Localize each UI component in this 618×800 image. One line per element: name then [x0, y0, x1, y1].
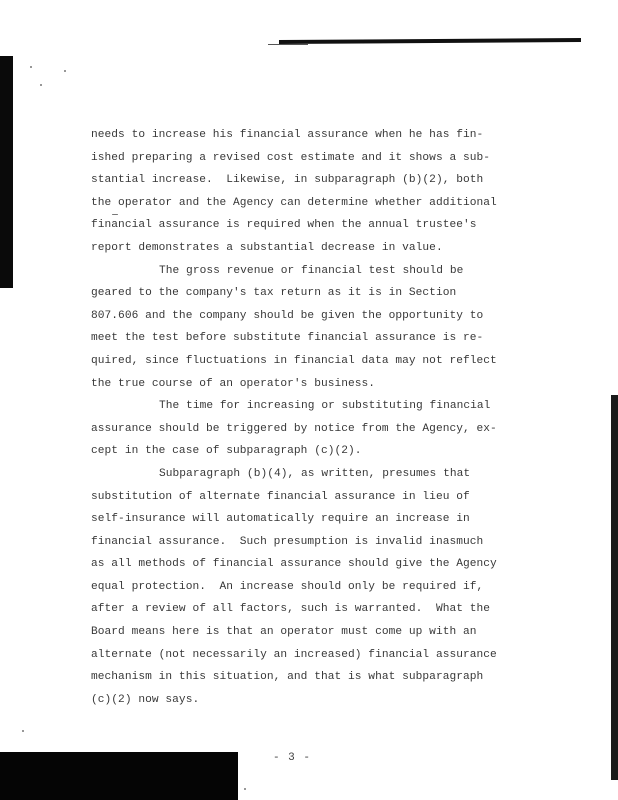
text-line: self-insurance will automatically require an increase in	[91, 513, 470, 526]
top-rule-dash	[268, 44, 308, 45]
scan-edge-shadow-left	[0, 56, 13, 288]
paragraph	[91, 463, 511, 712]
text-line: Subparagraph (b)(4), as written, presumes that	[159, 467, 471, 480]
text-line: assurance should be triggered by notice from the Agency, ex-	[91, 422, 497, 435]
text-line: the true course of an operator's business.	[91, 377, 376, 390]
text-line: stantial increase. Likewise, in subparagraph (b)(2), both	[91, 174, 484, 187]
text-line: cept in the case of subparagraph (c)(2).	[91, 445, 362, 458]
text-line: Board means here is that an operator must come up with an	[91, 626, 477, 639]
text-line: the operator and the Agency can determine whether additional	[91, 196, 497, 209]
text-line: ished preparing a revised cost estimate and it shows a sub-	[91, 151, 491, 164]
text-line: alternate (not necessarily an increased) financial assurance	[91, 648, 497, 661]
text-line: meet the test before substitute financial assurance is re-	[91, 332, 484, 345]
text-line: The gross revenue or financial test should be	[159, 264, 464, 277]
page-number: - 3 -	[272, 752, 311, 764]
scan-edge-shadow-right	[611, 395, 618, 780]
text-line: financial assurance is required when the annual trustee's	[91, 219, 477, 232]
text-line: report demonstrates a substantial decrease in value.	[91, 241, 443, 254]
text-line: as all methods of financial assurance should give the Agency	[91, 558, 497, 571]
paragraph	[91, 124, 511, 260]
paragraph	[91, 395, 511, 463]
scan-speck	[40, 84, 42, 86]
text-line: financial assurance. Such presumption is invalid inasmuch	[91, 535, 484, 548]
text-line: 807.606 and the company should be given the opportunity to	[91, 309, 484, 322]
text-line: (c)(2) now says.	[91, 693, 200, 706]
text-line: The time for increasing or substituting financial	[159, 400, 491, 413]
paragraph	[91, 260, 511, 396]
text-line: after a review of all factors, such is warranted. What the	[91, 603, 491, 616]
scan-speck	[244, 788, 246, 790]
text-line: mechanism in this situation, and that is what subparagraph	[91, 671, 484, 684]
text-line: equal protection. An increase should only be required if,	[91, 580, 484, 593]
body-text	[91, 124, 511, 711]
scan-speck	[30, 66, 32, 68]
text-line: substitution of alternate financial assurance in lieu of	[91, 490, 470, 503]
top-rule	[279, 38, 581, 44]
text-line: geared to the company's tax return as it is in Section	[91, 287, 457, 300]
scan-speck	[22, 730, 24, 732]
scan-speck	[64, 70, 66, 72]
text-line: needs to increase his financial assurance when he has fin-	[91, 129, 484, 141]
scan-redaction-block	[0, 752, 238, 800]
text-line: quired, since fluctuations in financial data may not reflect	[91, 354, 497, 367]
